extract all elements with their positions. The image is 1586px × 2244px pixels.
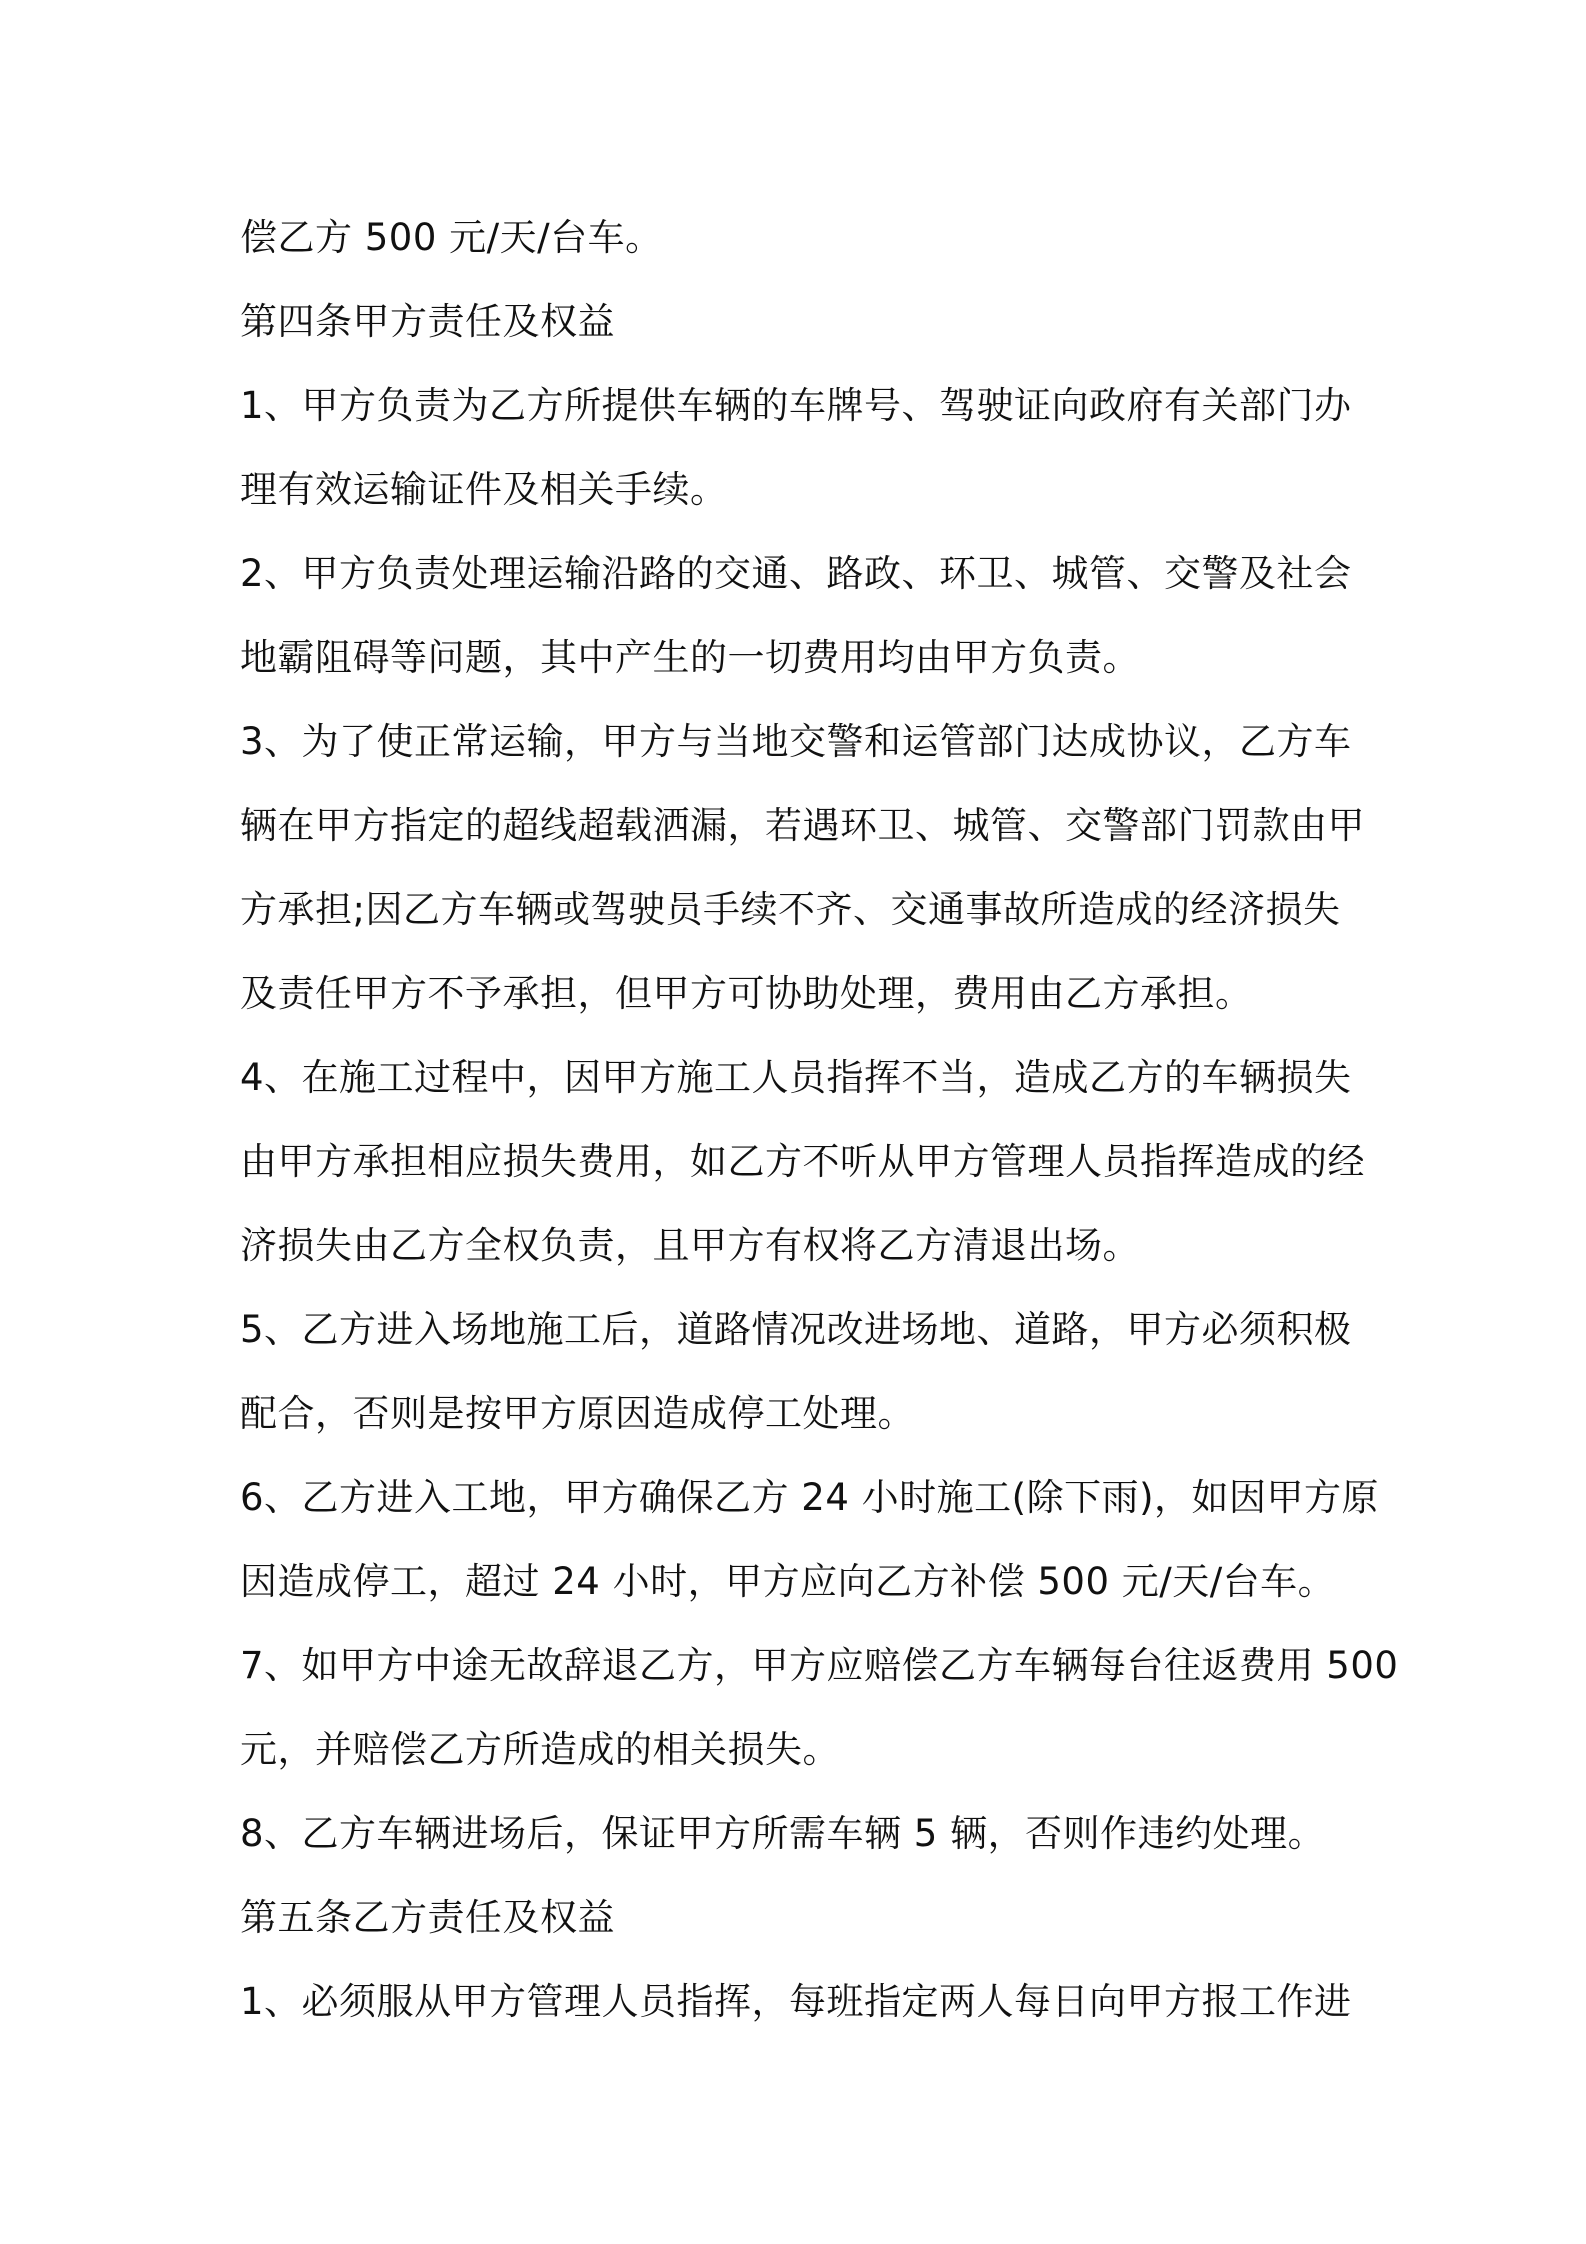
text-line: 元，并赔偿乙方所造成的相关损失。 [240, 1728, 840, 1771]
text-line: 辆在甲方指定的超线超载洒漏，若遇环卫、城管、交警部门罚款由甲 [240, 804, 1365, 847]
text-line: 理有效运输证件及相关手续。 [240, 468, 728, 511]
text-line: 偿乙方 500 元/天/台车。 [240, 216, 663, 259]
text-line: 7、如甲方中途无故辞退乙方，甲方应赔偿乙方车辆每台往返费用 500 [240, 1644, 1399, 1687]
text-line: 方承担;因乙方车辆或驾驶员手续不齐、交通事故所造成的经济损失 [240, 888, 1341, 931]
text-line: 8、乙方车辆进场后，保证甲方所需车辆 5 辆，否则作违约处理。 [240, 1812, 1326, 1855]
text-line: 6、乙方进入工地，甲方确保乙方 24 小时施工(除下雨)，如因甲方原 [240, 1476, 1380, 1519]
text-line: 济损失由乙方全权负责，且甲方有权将乙方清退出场。 [240, 1224, 1140, 1267]
text-line: 1、必须服从甲方管理人员指挥，每班指定两人每日向甲方报工作进 [240, 1980, 1352, 2023]
text-line: 2、甲方负责处理运输沿路的交通、路政、环卫、城管、交警及社会 [240, 552, 1352, 595]
contract-text [240, 196, 1399, 2044]
text-line: 因造成停工，超过 24 小时，甲方应向乙方补偿 500 元/天/台车。 [240, 1560, 1336, 1603]
text-line: 1、甲方负责为乙方所提供车辆的车牌号、驾驶证向政府有关部门办 [240, 384, 1352, 427]
text-line: 配合，否则是按甲方原因造成停工处理。 [240, 1392, 915, 1435]
text-line: 4、在施工过程中，因甲方施工人员指挥不当，造成乙方的车辆损失 [240, 1056, 1352, 1099]
text-line: 5、乙方进入场地施工后，道路情况改进场地、道路，甲方必须积极 [240, 1308, 1352, 1351]
text-line: 3、为了使正常运输，甲方与当地交警和运管部门达成协议，乙方车 [240, 720, 1352, 763]
text-line: 及责任甲方不予承担，但甲方可协助处理，费用由乙方承担。 [240, 972, 1253, 1015]
text-line: 由甲方承担相应损失费用，如乙方不听从甲方管理人员指挥造成的经 [240, 1140, 1365, 1183]
section-heading-article-4: 第四条甲方责任及权益 [240, 300, 615, 343]
text-line: 地霸阻碍等问题，其中产生的一切费用均由甲方负责。 [240, 636, 1140, 679]
section-heading-article-5: 第五条乙方责任及权益 [240, 1896, 615, 1939]
